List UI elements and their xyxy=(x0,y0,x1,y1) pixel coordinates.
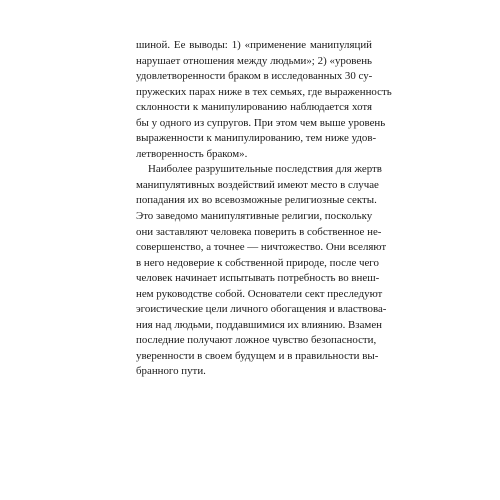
text-line: нарушает отношения между людьми»; 2) «уровень xyxy=(136,54,372,67)
text-line: человек начинает испытывать потребность во внеш- xyxy=(136,272,380,285)
text-line: летворенность браком». xyxy=(136,147,248,160)
text-line: в него недоверие к собственной природе, после чего xyxy=(136,256,379,269)
text-line: бранного пути. xyxy=(136,365,206,378)
text-line: пружеских парах ниже в тех семьях, где выраженность xyxy=(136,85,392,98)
text-line: удовлетворенности браком в исследованных 30 су- xyxy=(136,70,373,83)
text-line: попадания их во всевозможные религиозные секты. xyxy=(136,194,377,207)
paragraph xyxy=(136,162,387,380)
text-line: склонности к манипулированию наблюдается хотя xyxy=(136,101,372,114)
body-text xyxy=(136,38,392,380)
text-line: Это заведомо манипулятивные религии, поскольку xyxy=(136,210,373,223)
text-line: совершенство, а точнее — ничтожество. Они вселяют xyxy=(136,241,387,254)
paragraph xyxy=(136,38,392,162)
text-line: нем руководстве собой. Основатели сект преследуют xyxy=(136,287,383,300)
text-line: манипулятивных воздействий имеют место в случае xyxy=(136,178,379,191)
text-line: Наиболее разрушительные последствия для жертв xyxy=(148,163,382,176)
text-line: они заставляют человека поверить в собственное не- xyxy=(136,225,382,238)
text-line: уверенности в своем будущем и в правильности вы- xyxy=(136,349,379,362)
text-line: ния над людьми, поддавшимися их влиянию. Взамен xyxy=(136,318,382,331)
text-line: выраженности к манипулированию, тем ниже удов- xyxy=(136,132,377,145)
text-line: бы у одного из супругов. При этом чем выше уровень xyxy=(136,116,386,129)
text-line: эгоистические цели личного обогащения и властвова- xyxy=(136,303,387,316)
text-line: шиной. Ее выводы: 1) «применение манипуляций xyxy=(136,39,372,51)
text-line: последние получают ложное чувство безопасности, xyxy=(136,334,377,347)
